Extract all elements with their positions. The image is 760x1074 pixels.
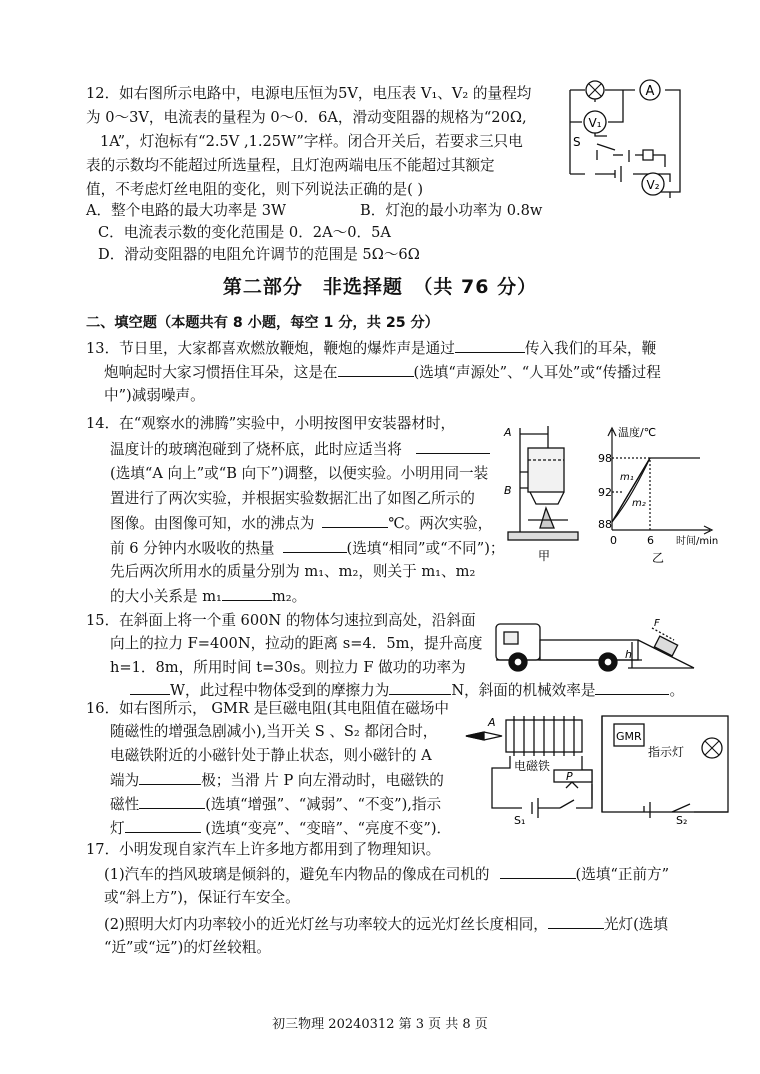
- v2-label: V₂: [646, 178, 660, 192]
- q14-text: m₂。: [271, 588, 307, 605]
- q15-text: N，斜面的机械效率是: [451, 682, 596, 699]
- q13-line: [86, 338, 656, 359]
- q16-line: 电磁铁附近的小磁针处于静止状态，则小磁针的 A: [110, 747, 432, 764]
- answer-blank[interactable]: [338, 362, 414, 377]
- q14-text: 的大小关系是 m₁: [110, 588, 222, 605]
- q12-line: 1A”，灯泡标有“2.5V ,1.25W”字样。闭合开关后，若要求三只电: [100, 133, 523, 150]
- caption-yi: 乙: [652, 551, 665, 565]
- force-label: F: [654, 618, 660, 629]
- q16-line: [110, 818, 451, 839]
- q15-truck-ramp-figure: [488, 610, 698, 678]
- q17-line: “近”或“远”)的灯丝较粗。: [104, 939, 271, 956]
- q16-text: 极；当滑 片 P 向左滑动时，电磁铁的: [201, 772, 444, 789]
- q14-text: ℃。两次实验，: [388, 515, 493, 532]
- q15-text: W，此过程中物体受到的摩擦力为: [170, 682, 390, 699]
- slider-p-label: P: [566, 770, 573, 783]
- x-axis-label: 时间/min: [676, 536, 719, 547]
- q16-line: [110, 794, 441, 815]
- q12-line: 值，不考虑灯丝电阻的变化，则下列说法正确的是( ): [86, 181, 424, 198]
- v1-label: V₁: [588, 116, 602, 130]
- label-b: B: [504, 484, 512, 497]
- q17-text: (2)照明大灯内功率较小的近光灯丝与功率较大的远光灯丝长度相同，: [104, 916, 548, 933]
- q17-text: 光灯(选填: [603, 916, 668, 933]
- section-title: 二、填空题（本题共有 8 小题，每空 1 分，共 25 分）: [86, 315, 439, 331]
- y-tick: 88: [598, 518, 612, 531]
- q16-text: (选填“变亮”、“变暗”、“亮度不变”)．: [200, 820, 452, 837]
- q17-line: [104, 914, 668, 935]
- q15-text: 。: [669, 682, 685, 699]
- q14-text: (选填“相同”或“不同”)；: [346, 540, 505, 557]
- lamp-label: 指示灯: [648, 745, 685, 759]
- q14-line: 置进行了两次实验，并根据实验数据汇出了如图乙所示的: [110, 490, 475, 507]
- x-tick: 0: [610, 534, 617, 547]
- q15-line: [130, 680, 684, 701]
- ammeter-label: A: [645, 84, 655, 99]
- q14-line: [110, 439, 490, 460]
- q12-option-d: D．滑动变阻器的电阻允许调节的范围是 5Ω～6Ω: [98, 246, 420, 263]
- q12-option-a: A．整个电路的最大功率是 3W: [86, 202, 286, 219]
- needle-a-label: A: [488, 716, 496, 729]
- electromagnet-label: 电磁铁: [514, 759, 551, 773]
- q16-text: 端为: [110, 772, 140, 789]
- answer-blank[interactable]: [139, 770, 201, 785]
- q15-line: h=1．8m，所用时间 t=30s。则拉力 F 做功的功率为: [110, 659, 466, 676]
- q13-text: (选填“声源处”、“人耳处”或“传播过程: [413, 364, 661, 381]
- h-label: h: [625, 648, 632, 661]
- gmr-label: GMR: [616, 730, 642, 743]
- q14-apparatus-figure: [500, 420, 590, 565]
- part-title: 第二部分 非选择题 （共 76 分）: [222, 276, 538, 298]
- q16-text: 灯: [110, 820, 125, 837]
- q14-line: 14．在“观察水的沸腾”实验中，小明按图甲安装器材时，: [86, 415, 456, 432]
- q13-line: [104, 362, 661, 383]
- q12-option-c: C．电流表示数的变化范围是 0．2A～0．5A: [98, 224, 391, 241]
- answer-blank[interactable]: [322, 513, 388, 528]
- s2-label: S₂: [676, 814, 688, 827]
- q17-line: 或“斜上方”)，保证行车安全。: [104, 889, 300, 906]
- q15-line: 15．在斜面上将一个重 600N 的物体匀速拉到高处，沿斜面: [86, 612, 476, 629]
- q14-line: [110, 538, 505, 559]
- q17-line: 17．小明发现自家汽车上许多地方都用到了物理知识。: [86, 841, 441, 858]
- answer-blank[interactable]: [455, 338, 525, 353]
- page-footer: 初三物理 20240312 第 3 页 共 8 页: [272, 1017, 488, 1032]
- q14-line: [110, 586, 306, 607]
- answer-blank[interactable]: [125, 818, 201, 833]
- y-axis-label: 温度/℃: [618, 426, 657, 439]
- answer-blank[interactable]: [595, 680, 669, 695]
- q13-line: 中”)减弱噪声。: [104, 387, 205, 404]
- q14-line: 先后两次所用水的质量分别为 m₁、m₂，则关于 m₁、m₂: [110, 563, 476, 580]
- m2-label: m₂: [632, 498, 646, 509]
- q15-line: 向上的拉力 F=400N，拉动的距离 s=4．5m，提升高度: [110, 635, 483, 652]
- q16-text: 磁性: [110, 796, 140, 813]
- q12-line: 为 0～3V，电流表的量程为 0～0．6A，滑动变阻器的规格为“20Ω,: [86, 109, 527, 126]
- y-tick: 98: [598, 452, 612, 465]
- q16-gmr-circuit-figure: [462, 708, 732, 826]
- answer-blank[interactable]: [389, 680, 451, 695]
- curve-m1: [612, 458, 700, 522]
- q12-line: 12．如右图所示电路中，电源电压恒为5V，电压表 V₁、V₂ 的量程均: [86, 85, 532, 102]
- answer-blank[interactable]: [548, 914, 604, 929]
- q16-line: 16．如右图所示， GMR 是巨磁电阻(其电阻值在磁场中: [86, 700, 450, 717]
- q14-text: 图像。由图像可知，水的沸点为: [110, 515, 315, 532]
- q16-line: [110, 770, 444, 791]
- answer-blank[interactable]: [222, 586, 272, 601]
- m1-label: m₁: [620, 472, 634, 483]
- q16-line: 随磁性的增强急剧减小),当开关 S 、S₂ 都闭合时，: [110, 723, 438, 740]
- answer-blank[interactable]: [130, 680, 170, 695]
- x-tick: 6: [647, 534, 654, 547]
- q12-circuit-figure: [545, 72, 695, 202]
- label-a: A: [504, 426, 512, 439]
- q17-text: (1)汽车的挡风玻璃是倾斜的，避免车内物品的像成在司机的: [104, 866, 490, 883]
- q13-text: 13．节日里，大家都喜欢燃放鞭炮，鞭炮的爆炸声是通过: [86, 340, 455, 357]
- caption-jia: 甲: [537, 549, 551, 563]
- q14-line: [110, 513, 492, 534]
- q14-temperature-graph: [590, 420, 730, 565]
- answer-blank[interactable]: [139, 794, 205, 809]
- q16-text: (选填“增强”、“减弱”、“不变”),指示: [205, 796, 442, 813]
- q14-line: (选填“A 向上”或“B 向下”)调整，以便实验。小明用同一装: [110, 465, 489, 482]
- q13-text: 传入我们的耳朵，鞭: [524, 340, 657, 357]
- truck-bed: [540, 640, 638, 660]
- q13-text: 炮响起时大家习惯捂住耳朵，这是在: [104, 364, 338, 381]
- q17-line: [104, 864, 669, 885]
- q17-text: (选填“正前方”: [575, 866, 670, 883]
- q12-option-b: B．灯泡的最小功率为 0.8w: [360, 202, 543, 219]
- q14-text: 前 6 分钟内水吸收的热量: [110, 540, 275, 557]
- answer-blank[interactable]: [283, 538, 347, 553]
- q14-text: 温度计的玻璃泡碰到了烧杯底，此时应适当将: [110, 441, 402, 458]
- switch-label: S: [573, 135, 581, 149]
- answer-blank[interactable]: [416, 439, 490, 454]
- q12-line: 表的示数均不能超过所选量程，且灯泡两端电压不能超过其额定: [86, 157, 495, 174]
- s1-label: S₁: [514, 814, 526, 827]
- answer-blank[interactable]: [500, 864, 576, 879]
- y-tick: 92: [598, 486, 612, 499]
